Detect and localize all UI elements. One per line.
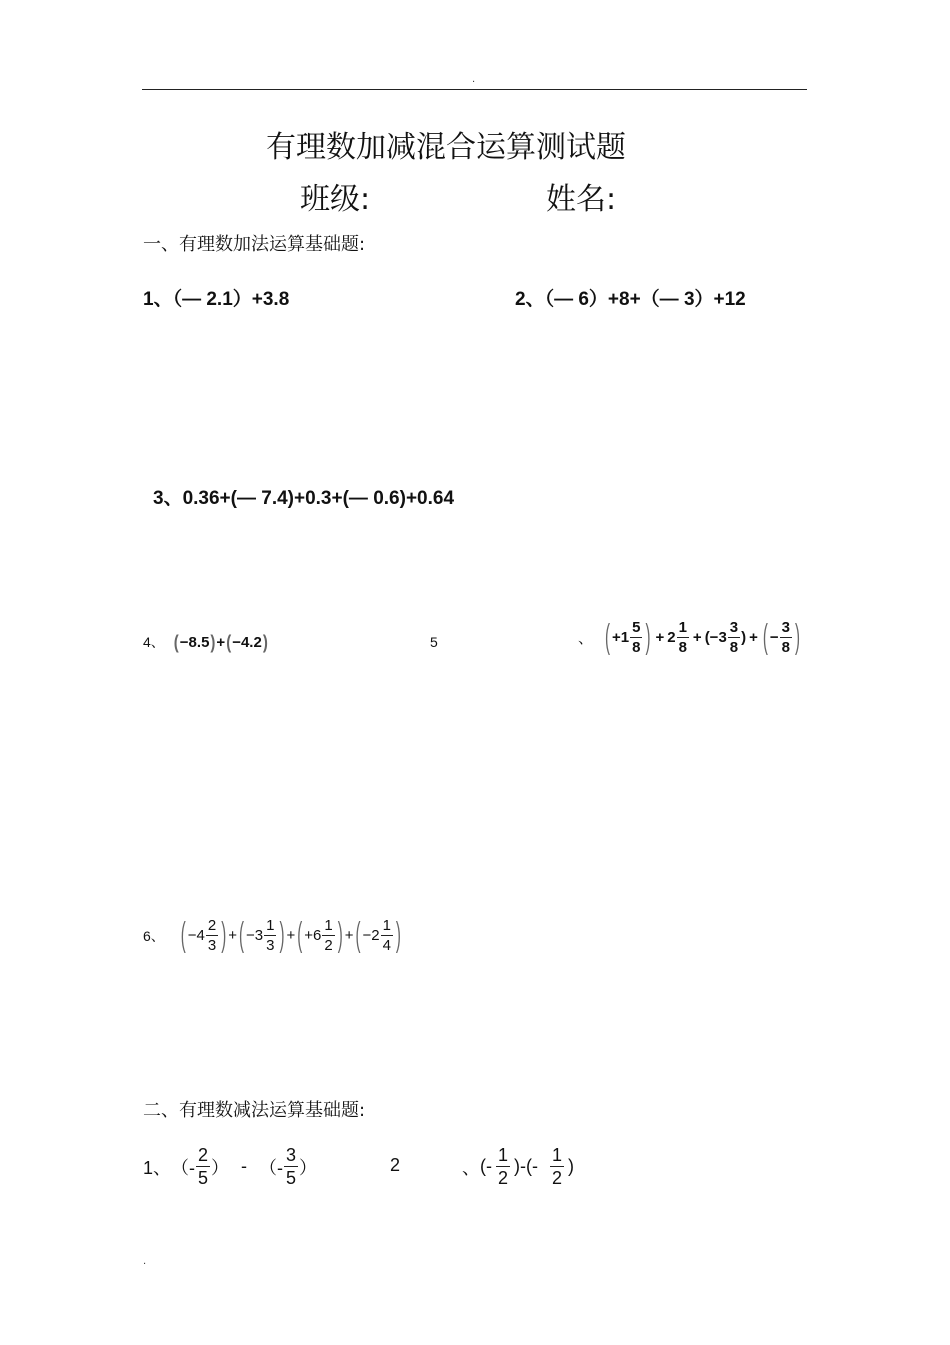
close-paren: ) (337, 915, 343, 956)
term-whole: −4 (187, 927, 205, 944)
header-dot: . (472, 74, 476, 85)
name-label: 姓名: (546, 182, 617, 217)
minus-sign: - (241, 1156, 248, 1176)
problem-2-1 (143, 1146, 317, 1187)
close-paren: ） (211, 1157, 230, 1178)
close-paren: ) (741, 629, 747, 646)
plus-sign: + (344, 927, 354, 944)
close-paren: ) (568, 1156, 575, 1176)
fraction: $\frac{1}{2}$ (498, 1145, 509, 1188)
close-paren: ） (299, 1157, 318, 1178)
problem-2-2 (462, 1146, 574, 1187)
fraction: $\frac{2}{3}$ (207, 917, 217, 954)
term-whole: −3 (246, 927, 264, 944)
plus-sign: + (286, 927, 296, 944)
problem-2-2-label: 2 (390, 1155, 401, 1175)
close-paren: ) (279, 915, 285, 956)
footer-dot: . (143, 1256, 147, 1267)
open-paren: （- (171, 1157, 196, 1178)
class-label: 班级: (300, 182, 371, 217)
problem-1-5-label: 5 (430, 634, 438, 650)
term-sign: − (769, 629, 779, 646)
open-paren: ( (605, 617, 611, 658)
fraction: $\frac{1}{3}$ (266, 917, 275, 954)
open-paren: ( (762, 617, 768, 658)
open-paren: ( (239, 915, 245, 956)
fraction: $\frac{2}{5}$ (198, 1145, 209, 1188)
fraction: $\frac{1}{2}$ (324, 917, 333, 954)
separator: 、 (462, 1157, 480, 1178)
fraction: $\frac{5}{8}$ (632, 619, 641, 656)
close-paren: ) (645, 617, 651, 658)
open-paren: ( (180, 915, 186, 956)
term-whole: +6 (304, 927, 322, 944)
open-paren: ( (355, 915, 361, 956)
middle-operator: )-(- (514, 1156, 538, 1176)
open-paren: ( (297, 915, 303, 956)
problem-1-2: 2、（— 6）+8+（— 3）+12 (515, 289, 746, 310)
term-whole: (−3 (704, 629, 727, 646)
section-2-heading: 二、有理数减法运算基础题: (143, 1100, 366, 1121)
close-paren: ) (395, 915, 401, 956)
fraction: $\frac{3}{5}$ (286, 1145, 297, 1188)
open-paren: ( (173, 630, 179, 654)
fraction: $\frac{1}{2}$ (552, 1145, 563, 1188)
term: −8.5 (179, 633, 210, 651)
plus-sign: + (228, 927, 238, 944)
term-sign: +1 (612, 629, 630, 646)
open-paren: （- (259, 1157, 284, 1178)
close-paren: ) (210, 630, 216, 654)
page-title: 有理数加减混合运算测试题 (266, 130, 626, 165)
fraction: $\frac{3}{8}$ (781, 619, 791, 656)
open-paren: (- (480, 1156, 492, 1176)
problem-label: 1、 (143, 1157, 172, 1178)
fraction: $\frac{1}{8}$ (678, 619, 687, 656)
problem-1-6 (143, 915, 403, 956)
open-paren: ( (226, 630, 232, 654)
fraction: $\frac{1}{4}$ (382, 917, 391, 954)
close-paren: ) (795, 617, 801, 658)
term-whole: −2 (362, 927, 380, 944)
close-paren: ) (262, 630, 268, 654)
problem-1-5 (578, 617, 802, 658)
problem-label: 4、 (143, 634, 165, 650)
term: −4.2 (232, 633, 262, 651)
term-whole: 2 (667, 629, 676, 646)
header-rule (142, 89, 807, 90)
plus-sign: + (655, 629, 665, 646)
problem-1-3: 3、0.36+(— 7.4)+0.3+(— 0.6)+0.64 (153, 488, 455, 509)
problem-1-4 (143, 632, 269, 652)
plus-sign: + (749, 629, 758, 646)
plus-sign: + (692, 629, 702, 646)
plus-sign: + (216, 633, 226, 651)
section-1-heading: 一、有理数加法运算基础题: (143, 234, 366, 255)
problem-label: 6、 (143, 927, 165, 944)
separator: 、 (578, 630, 594, 647)
fraction: $\frac{3}{8}$ (729, 619, 739, 656)
problem-1-1: 1、（— 2.1）+3.8 (143, 289, 290, 310)
close-paren: ) (221, 915, 227, 956)
